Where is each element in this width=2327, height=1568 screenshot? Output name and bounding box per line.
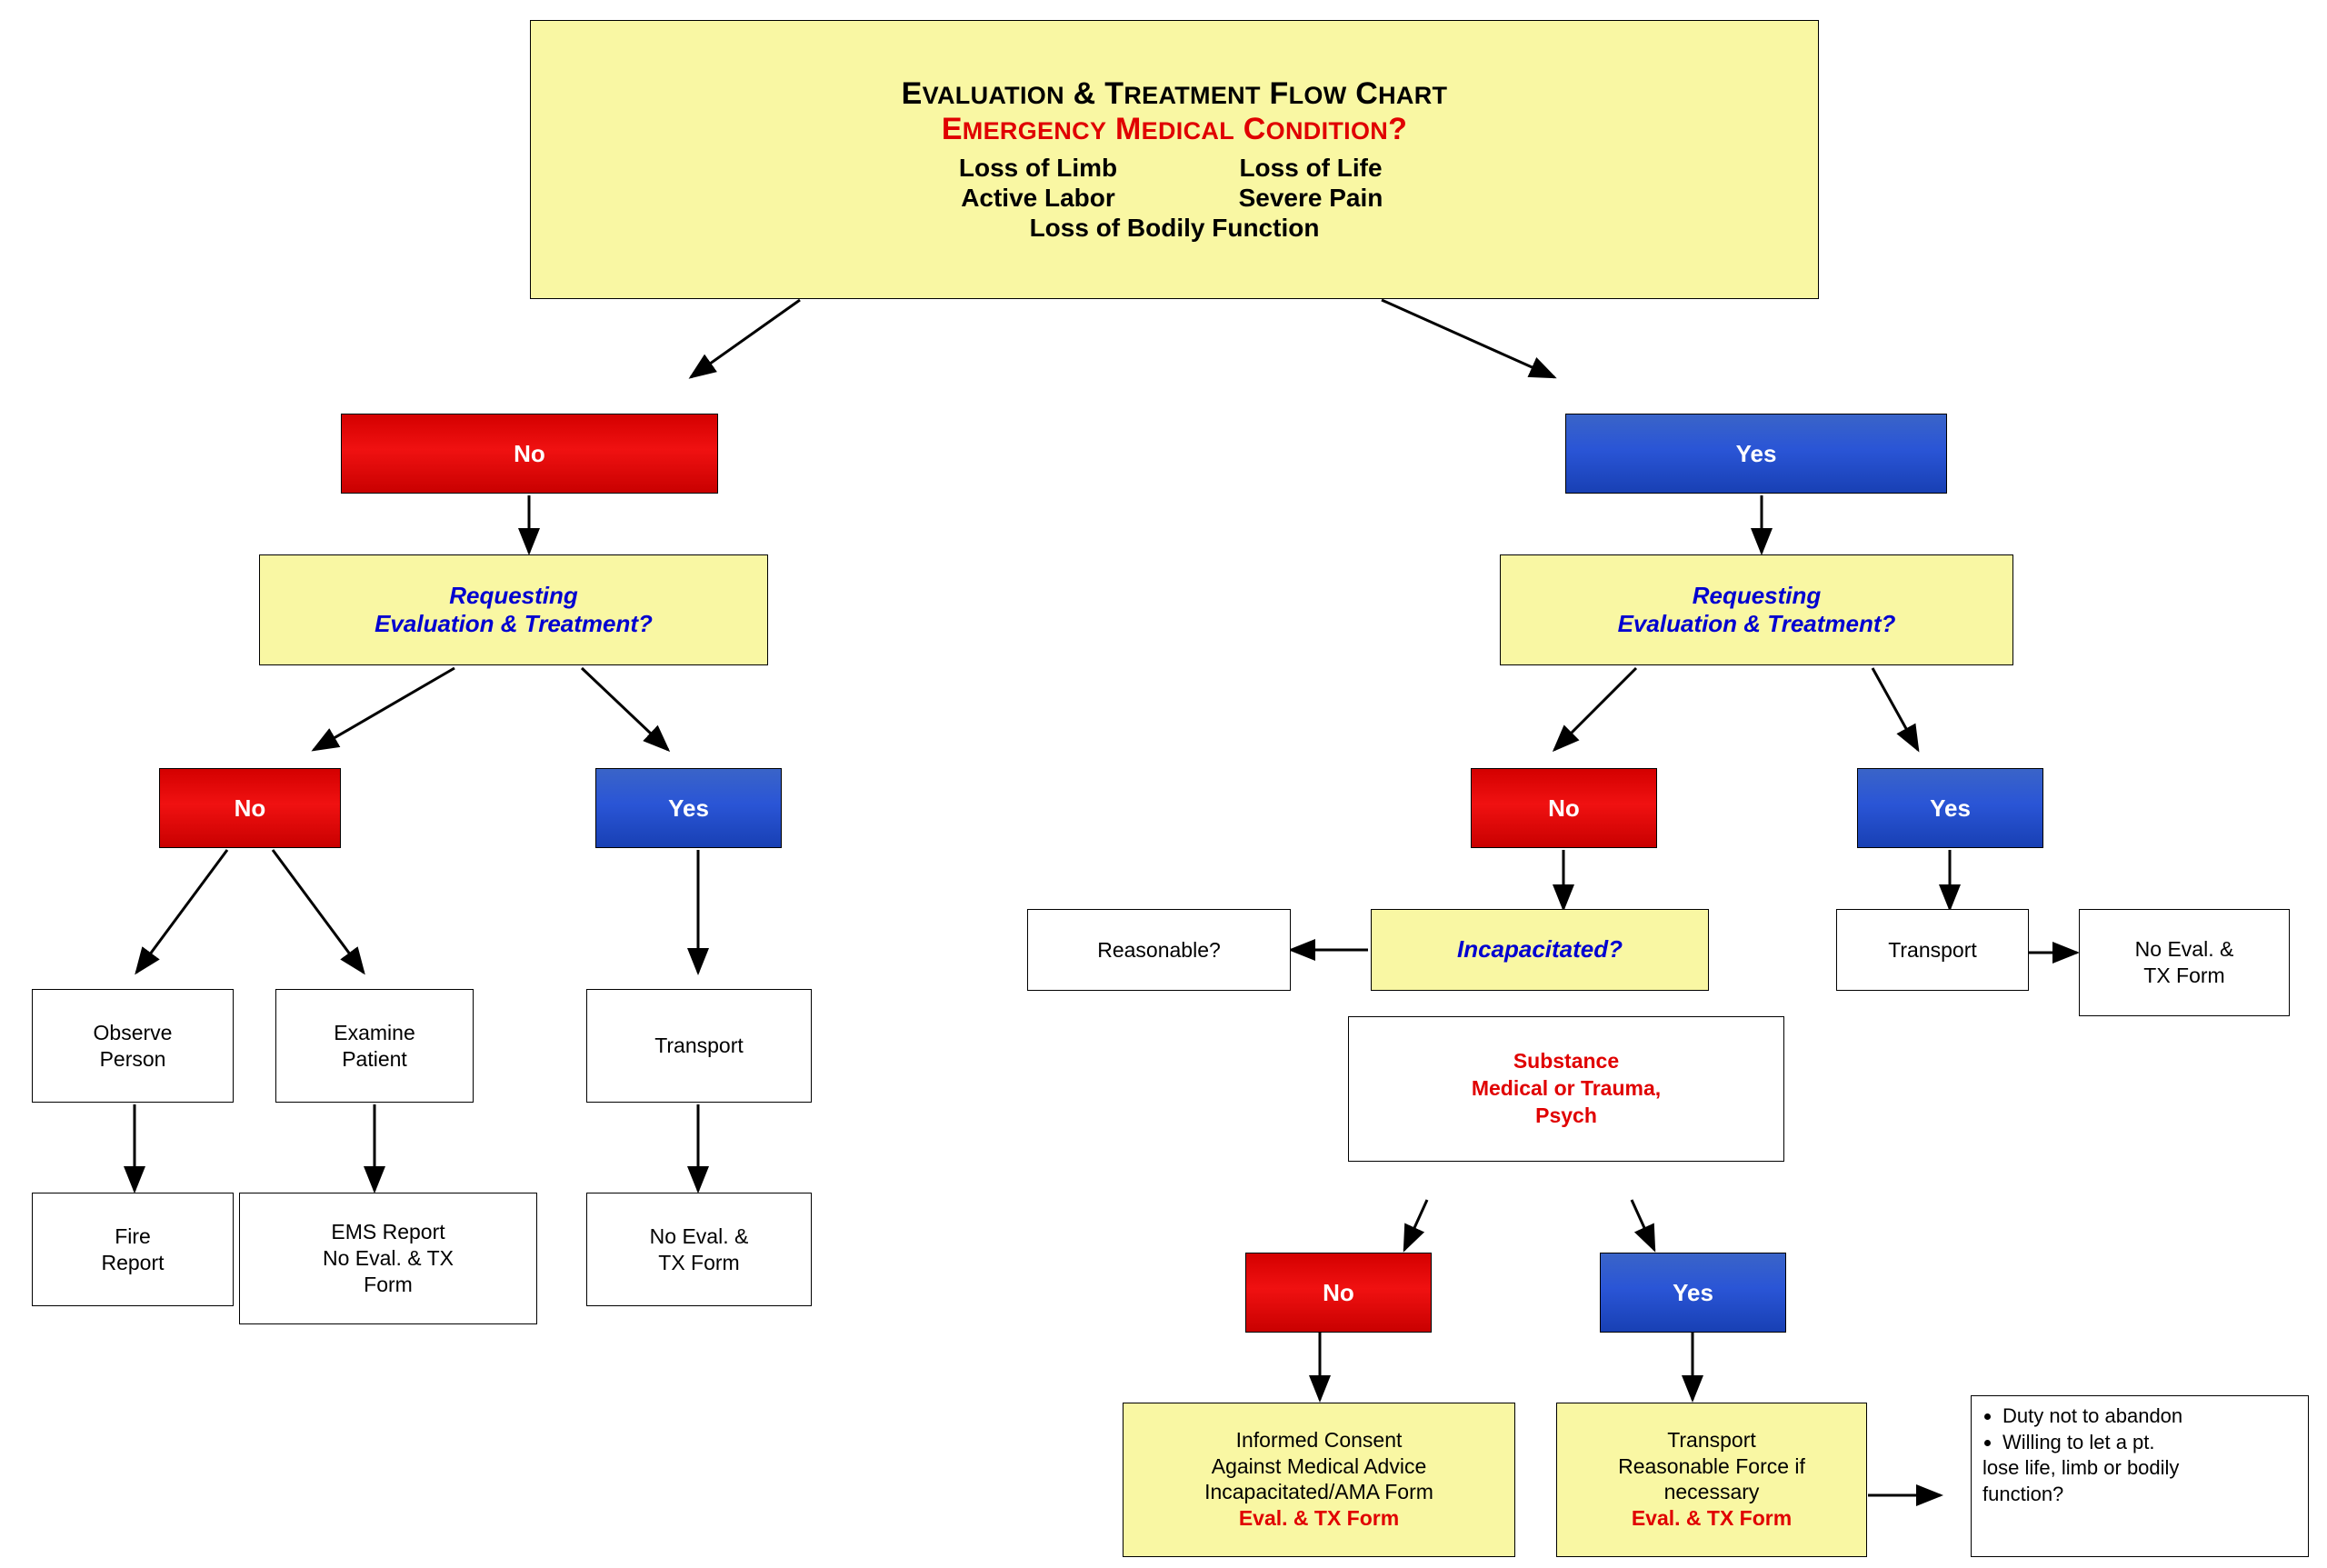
substance-line2: Medical or Trauma,	[1471, 1076, 1662, 1101]
node-observe-person	[32, 989, 234, 1103]
examine-line1: Examine	[334, 1020, 415, 1044]
node-left-transport	[586, 989, 812, 1103]
left-requesting-line2: Evaluation & Treatment?	[375, 610, 653, 637]
node-left-no	[341, 414, 718, 494]
left-requesting-line1: Requesting	[449, 581, 578, 609]
reasonable-label: Reasonable?	[1097, 937, 1221, 962]
title-severe-pain: Severe Pain	[1238, 183, 1383, 212]
node-right-yes-label: Yes	[1735, 439, 1777, 467]
substance-no-label: No	[1323, 1278, 1354, 1306]
ems-line3: Form	[364, 1272, 413, 1296]
left-transport-label: Transport	[654, 1034, 744, 1058]
title-line2: EMERGENCY MEDICAL CONDITION?	[941, 111, 1408, 146]
right-requesting-line2: Evaluation & Treatment?	[1617, 610, 1896, 637]
substance-yes-label: Yes	[1673, 1278, 1713, 1306]
node-right-no-label: No	[1548, 794, 1580, 822]
title-active-labor: Active Labor	[961, 183, 1115, 212]
left-noeval-line2: TX Form	[658, 1250, 740, 1274]
node-incapacitated	[1371, 909, 1709, 991]
node-right-requesting	[1500, 554, 2013, 665]
right-transport-label: Transport	[1888, 937, 1977, 962]
substance-line1: Substance	[1513, 1049, 1620, 1074]
node-substance	[1348, 1016, 1784, 1162]
node-duty-notes	[1971, 1395, 2309, 1557]
node-transport-force	[1556, 1403, 1867, 1557]
ems-line2: No Eval. & TX	[322, 1246, 454, 1271]
node-right-yes-2-label: Yes	[1930, 794, 1971, 822]
node-left-no-2-label: No	[234, 794, 266, 822]
examine-line2: Patient	[342, 1046, 407, 1071]
node-reasonable	[1027, 909, 1291, 991]
informed-line1: Informed Consent	[1235, 1427, 1403, 1452]
title-line1: EVALUATION & TREATMENT FLOW CHART	[901, 75, 1448, 111]
node-examine-patient	[275, 989, 474, 1103]
informed-line2: Against Medical Advice	[1211, 1453, 1427, 1478]
duty-tail-2: function?	[1982, 1482, 2064, 1505]
node-ems-report	[239, 1193, 537, 1324]
incapacitated-label: Incapacitated?	[1456, 935, 1623, 964]
node-left-no-label: No	[514, 439, 545, 467]
node-right-no	[1471, 768, 1657, 848]
node-right-yes-2	[1857, 768, 2043, 848]
fire-report-line1: Fire	[115, 1223, 151, 1248]
node-fire-report	[32, 1193, 234, 1306]
node-informed-consent	[1123, 1403, 1515, 1557]
title-loss-bodily-function: Loss of Bodily Function	[1029, 214, 1320, 243]
node-left-no-2	[159, 768, 341, 848]
node-left-no-eval	[586, 1193, 812, 1306]
duty-bullet-1: • Duty not to abandon	[2002, 1403, 2299, 1430]
right-noeval-line2: TX Form	[2143, 964, 2225, 987]
informed-line4: Eval. & TX Form	[1238, 1506, 1400, 1531]
node-right-no-eval	[2079, 909, 2290, 1016]
right-requesting-line1: Requesting	[1692, 581, 1822, 609]
substance-line3: Psych	[1535, 1103, 1597, 1127]
observe-line1: Observe	[93, 1020, 173, 1044]
transport2-line1: Transport	[1667, 1427, 1756, 1452]
transport2-line3: necessary	[1663, 1480, 1760, 1504]
transport2-line2: Reasonable Force if	[1618, 1453, 1805, 1478]
node-right-yes	[1565, 414, 1947, 494]
node-left-yes	[595, 768, 782, 848]
informed-line3: Incapacitated/AMA Form	[1204, 1480, 1433, 1504]
node-substance-yes	[1600, 1253, 1786, 1333]
title-loss-of-limb: Loss of Limb	[958, 153, 1118, 182]
fire-report-line2: Report	[101, 1250, 165, 1274]
right-noeval-line1: No Eval. &	[2134, 937, 2234, 962]
duty-tail-1: lose life, limb or bodily	[1982, 1456, 2180, 1480]
transport2-line4: Eval. & TX Form	[1631, 1506, 1793, 1531]
node-substance-no	[1245, 1253, 1432, 1333]
title-loss-of-life: Loss of Life	[1239, 153, 1383, 182]
left-noeval-line1: No Eval. &	[649, 1223, 749, 1248]
observe-line2: Person	[99, 1046, 166, 1071]
title-box	[530, 20, 1819, 299]
duty-bullet-2: • Willing to let a pt.	[2002, 1430, 2299, 1456]
ems-line1: EMS Report	[331, 1220, 445, 1244]
node-right-transport	[1836, 909, 2029, 991]
node-left-yes-label: Yes	[668, 794, 709, 822]
node-left-requesting	[259, 554, 768, 665]
